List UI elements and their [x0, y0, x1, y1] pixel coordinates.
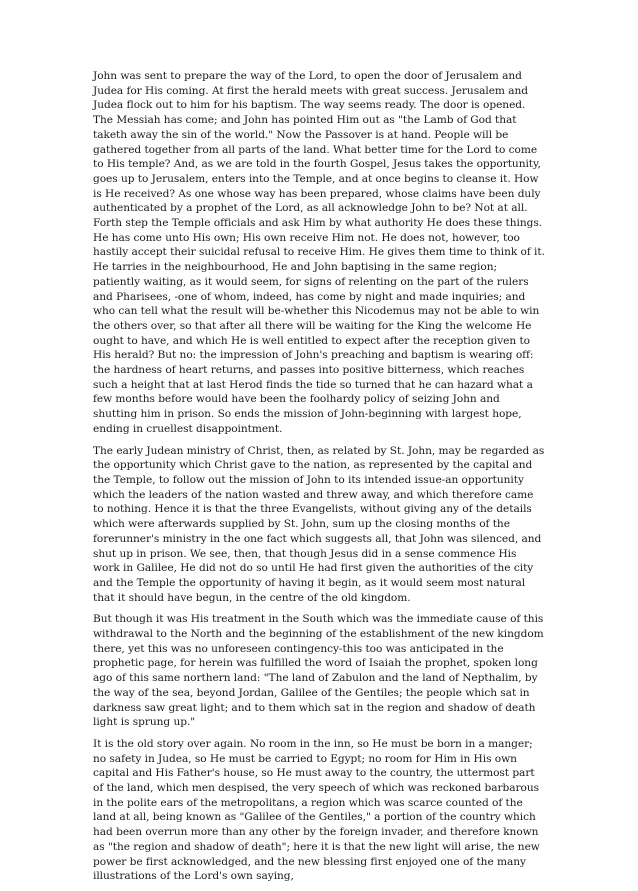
paragraph-3: But though it was His treatment in the South which was the immediate cause of this withdrawal to the North and the beginning of the establishment of the new kingdom there, yet this was no unforeseen contingency-this too was anticipated in the prophetic page, for herein was fulfilled the word of Isaiah the prophet, spoken long ago of this same northern land: "The land of Zabulon and the land of Nepthalim, by the way of the sea, beyond Jordan, Galilee of the Gentiles; the people which sat in darkness saw great light; and to them which sat in the region and shadow of death light is sprung up.": [93, 613, 544, 729]
paragraph-2: The early Judean ministry of Christ, then, as related by St. John, may be regarded as the opportunity which Christ gave to the nation, as represented by the capital and the Temple, to follow out the mission of John to its intended issue-an opportunity which the leaders of the nation wasted and threw away, and which therefore came to nothing. Hence it is that the three Evangelists, without giving any of the details which were afterwards supplied by St. John, sum up the closing months of the forerunner's ministry in the one fact which suggests all, that John was silenced, and shut up in prison. We see, then, that though Jesus did in a sense commence His work in Galilee, He did not do so until He had first given the authorities of the city and the Temple the opportunity of having it begin, as it would seem most natural that it should have begun, in the centre of the old kingdom.: [93, 444, 545, 604]
document-page: [93, 69, 545, 891]
paragraph-4: It is the old story over again. No room in the inn, so He must be born in a manger; no safety in Judea, so He must be carried to Egypt; no room for Him in His own capital and His Father's house, so He must away to the country, the uttermost part of the land, which men despised, the very speech of which was reckoned barbarous in the polite ears of the metropolitans, a region which was scarce counted of the land at all, being known as "Galilee of the Gentiles," a portion of the country which had been overrun more than any other by the foreign invader, and therefore known as "the region and shadow of death"; here it is that the new light will arise, the new power be first acknowledged, and the new blessing first enjoyed one of the many illustrations of the Lord's own saying,: [93, 737, 540, 883]
paragraph-1: John was sent to prepare the way of the Lord, to open the door of Jerusalem and Judea for His coming. At first the herald meets with great success. Jerusalem and Judea flock out to him for his baptism. The way seems ready. The door is opened. The Messiah has come; and John has pointed Him out as "the Lamb of God that taketh away the sin of the world." Now the Passover is at hand. People will be gathered together from all parts of the land. What better time for the Lord to come to His temple? And, as we are told in the fourth Gospel, Jesus takes the opportunity, goes up to Jerusalem, enters into the Temple, and at once begins to cleanse it. How is He received? As one whose way has been prepared, whose claims have been duly authenticated by a prophet of the Lord, as all acknowledge John to be? Not at all. Forth step the Temple officials and ask Him by what authority He does these things. He has come unto His own; His own receive Him not. He does not, however, too hastily accept their suicidal refusal to receive Him. He gives them time to think of it. He tarries in the neighbourhood, He and John baptising in the same region; patiently waiting, as it would seem, for signs of relenting on the part of the rulers and Pharisees, -one of whom, indeed, has come by night and made inquiries; and who can tell what the result will be-whether this Nicodemus may not be able to win the others over, so that after all there will be waiting for the King the welcome He ought to have, and which He is well entitled to expect after the reception given to His herald? But no: the impression of John's preaching and baptism is wearing off: the hardness of heart returns, and passes into positive bitterness, which reaches such a height that at last Herod finds the tide so turned that he can hazard what a few months before would have been the foolhardy policy of seizing John and shutting him in prison. So ends the mission of John-beginning with largest hope, ending in cruellest disappointment.: [93, 70, 545, 435]
